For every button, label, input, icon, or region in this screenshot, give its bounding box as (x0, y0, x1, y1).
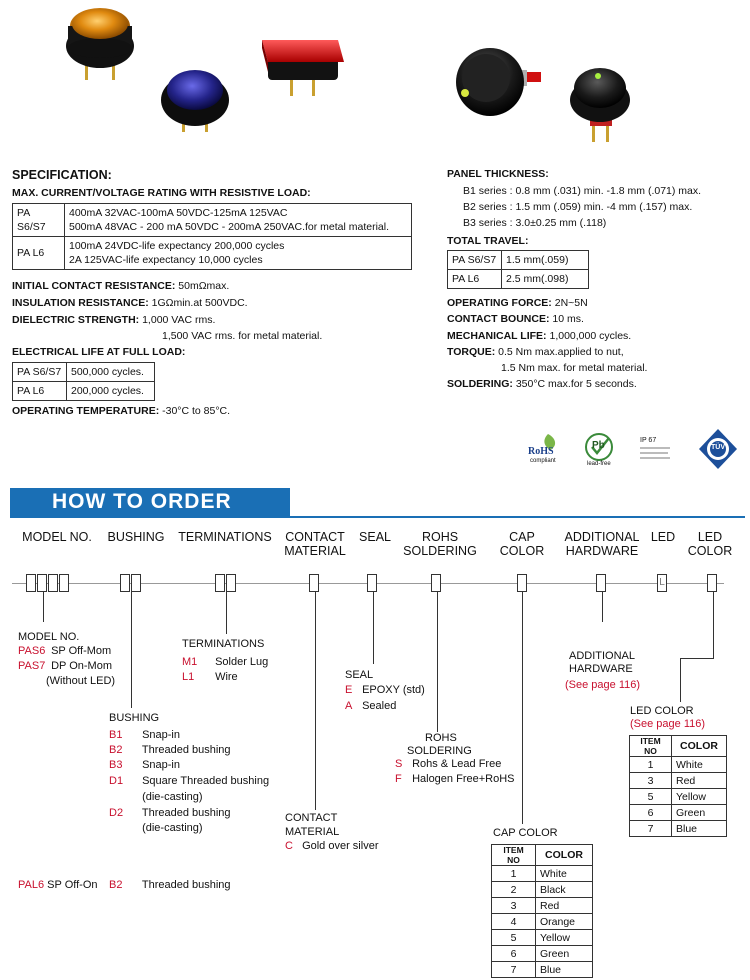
spec-label: OPERATING TEMPERATURE: (12, 405, 160, 417)
rohs-text: RoHS (528, 446, 554, 457)
table-cell: 7 (492, 962, 536, 978)
option-text: Threaded bushing (141, 879, 231, 891)
table-row (13, 237, 412, 270)
option-text: (die-casting) (142, 791, 203, 803)
connector-line (602, 592, 603, 622)
spec-value: 1.5 Nm max. for metal material. (501, 362, 648, 374)
option-row (345, 699, 396, 714)
table-row (630, 821, 727, 837)
contact-group-title: MATERIAL (285, 826, 340, 838)
option-row (109, 743, 231, 758)
code-box (48, 574, 58, 592)
table-cell: Blue (536, 962, 593, 978)
table-cell: 2 (492, 882, 536, 898)
table-row (630, 757, 727, 773)
connector-line (680, 658, 714, 659)
rating-line: 400mA 32VAC-100mA 50VDC-125mA 125VAC (69, 207, 288, 219)
option-text: SP Off-On (47, 879, 98, 891)
col-bushing: BUSHING (107, 530, 165, 544)
option-code: S (395, 758, 403, 770)
rating-line: 100mA 24VDC-life expectancy 200,000 cycles (69, 240, 285, 252)
table-header: COLOR (672, 736, 727, 757)
operating-temperature (12, 405, 230, 418)
spec-value: 1GΩmin.at 500VDC. (151, 297, 248, 309)
table-cell: Red (536, 898, 593, 914)
tuv-text: TÜV (711, 444, 725, 451)
spec-value: 0.5 Nm max.applied to nut, (498, 346, 624, 358)
col-seal: SEAL (359, 530, 391, 544)
connector-line (522, 592, 523, 824)
option-row (18, 644, 111, 659)
option-text: Threaded bushing (141, 744, 231, 756)
pal6-bushing-row (109, 878, 231, 893)
dielectric-strength (12, 314, 215, 327)
table-cell: Blue (672, 821, 727, 837)
option-row (182, 655, 268, 670)
spec-value: 1,000 VAC rms. (142, 314, 216, 326)
option-row (109, 790, 203, 805)
code-box (59, 574, 69, 592)
table-row (13, 382, 155, 401)
connector-line (43, 592, 44, 622)
option-row (18, 659, 112, 674)
table-row (492, 866, 593, 882)
table-row (492, 930, 593, 946)
option-code: B3 (109, 759, 123, 771)
table-cell: Green (672, 805, 727, 821)
soldering (447, 378, 637, 391)
option-row (109, 758, 180, 773)
total-travel-label: TOTAL TRAVEL: (447, 235, 529, 247)
cap-color-table (491, 844, 593, 978)
option-text: Snap-in (142, 729, 180, 741)
spec-value: 50mΩmax. (178, 280, 230, 292)
col-text: CAP (509, 530, 535, 544)
option-text: Sealed (362, 700, 397, 712)
code-box (431, 574, 441, 592)
table-cell: Black (536, 882, 593, 898)
option-row (109, 774, 269, 789)
insulation-resistance (12, 297, 248, 310)
bushing-group-title: BUSHING (109, 712, 160, 724)
table-cell: Yellow (672, 789, 727, 805)
table-row (448, 270, 589, 289)
table-cell: Red (672, 773, 727, 789)
table-row (492, 914, 593, 930)
table-cell: 1 (630, 757, 672, 773)
code-box (37, 574, 47, 592)
switch-photos-image (0, 0, 750, 160)
option-code: PAS7 (18, 660, 46, 672)
option-code: D1 (109, 775, 124, 787)
col-text: COLOR (687, 544, 733, 558)
col-text: SOLDERING (403, 544, 477, 558)
table-row (630, 805, 727, 821)
additional-hardware-title: ADDITIONAL (569, 650, 636, 662)
spec-label: SOLDERING: (447, 378, 513, 390)
col-text: LED (697, 530, 723, 544)
option-code: B2 (109, 744, 123, 756)
panel-thickness-line: B1 series : 0.8 mm (.031) min. -1.8 mm (.071) max. (463, 185, 702, 197)
additional-hardware-title: HARDWARE (569, 663, 633, 675)
table-cell: 5 (630, 789, 672, 805)
seal-group-title: SEAL (345, 669, 374, 681)
led-color-table (629, 735, 727, 837)
option-text: Rohs & Lead Free (412, 758, 502, 770)
electrical-life-table (12, 362, 155, 401)
code-box (120, 574, 130, 592)
max-rating-title: MAX. CURRENT/VOLTAGE RATING WITH RESISTIVE LOAD: (12, 187, 311, 199)
col-text: HARDWARE (565, 544, 639, 558)
col-additional-hardware (557, 530, 647, 558)
table-cell: PA S6/S7 (13, 363, 67, 382)
spec-label: TORQUE: (447, 346, 496, 358)
table-row (13, 363, 155, 382)
pb-text: Pb (592, 440, 605, 451)
contact-group-title: CONTACT (285, 812, 338, 824)
spec-value: 1,000,000 cycles. (549, 330, 632, 342)
col-terminations: TERMINATIONS (178, 530, 272, 544)
option-row (109, 821, 203, 836)
connector-line (437, 592, 438, 732)
table-cell: Yellow (536, 930, 593, 946)
table-cell: White (536, 866, 593, 882)
connector-line (713, 592, 714, 658)
option-code: A (345, 700, 353, 712)
connector-line (373, 592, 374, 664)
col-led: LED (650, 530, 676, 544)
option-code: PAS6 (18, 645, 46, 657)
panel-thickness-line: B3 series : 3.0±0.25 mm (.118) (463, 217, 607, 229)
option-code: D2 (109, 807, 124, 819)
table-cell: 6 (492, 946, 536, 962)
table-cell: 200,000 cycles. (67, 382, 155, 401)
col-contact-material (280, 530, 350, 558)
how-to-order-banner (10, 488, 290, 517)
torque (447, 346, 624, 359)
table-cell: 2.5 mm(.098) (502, 270, 589, 289)
pb-sub: lead-free (587, 461, 611, 467)
option-row (109, 806, 231, 821)
code-box (596, 574, 606, 592)
option-text: Snap-in (142, 759, 180, 771)
option-text: Halogen Free+RoHS (412, 773, 515, 785)
rating-model: PA S6/S7 (13, 204, 65, 237)
rohs-sub: compliant (530, 458, 556, 464)
table-cell: 6 (630, 805, 672, 821)
spec-value: 1,500 VAC rms. for metal material. (162, 330, 323, 342)
table-row (492, 962, 593, 978)
option-row (345, 683, 425, 698)
table-header: ITEM NO (492, 845, 536, 866)
spec-label: INSULATION RESISTANCE: (12, 297, 149, 309)
table-cell: 1.5 mm(.059) (502, 251, 589, 270)
col-text: COLOR (499, 544, 545, 558)
led-code-box: L (657, 574, 667, 592)
connector-line (680, 658, 681, 702)
code-box (26, 574, 36, 592)
table-row (492, 898, 593, 914)
table-cell: 3 (492, 898, 536, 914)
ip67-logo (640, 437, 680, 465)
option-text: DP On-Mom (51, 660, 112, 672)
option-text: SP Off-Mom (51, 645, 112, 657)
spec-label: INITIAL CONTACT RESISTANCE: (12, 280, 176, 292)
option-code: E (345, 684, 353, 696)
option-code: C (285, 840, 293, 852)
option-row (182, 670, 238, 685)
tuv-logo (698, 428, 738, 470)
col-text: MATERIAL (284, 544, 346, 558)
ip67-fineprint-icon (640, 445, 674, 463)
table-cell: 5 (492, 930, 536, 946)
table-header-row (630, 736, 727, 757)
option-text: (die-casting) (142, 822, 203, 834)
spec-label: MECHANICAL LIFE: (447, 330, 547, 342)
col-text: ADDITIONAL (564, 530, 640, 544)
electrical-life-label: ELECTRICAL LIFE AT FULL LOAD: (12, 346, 186, 358)
table-header: ITEM NO (630, 736, 672, 757)
connector-line (226, 592, 227, 634)
spec-value: 2N~5N (554, 297, 588, 309)
spec-value: 10 ms. (552, 313, 584, 325)
table-row (448, 251, 589, 270)
rating-line: 500mA 48VAC - 200 mA 50VDC - 200mA 250VAC.for metal material. (69, 221, 390, 233)
option-code: PAL6 (18, 879, 45, 891)
pal6-row (18, 878, 98, 893)
option-text: Solder Lug (215, 656, 269, 668)
code-box (517, 574, 527, 592)
col-text: CONTACT (285, 530, 345, 544)
connector-line (315, 592, 316, 810)
option-code: L1 (182, 671, 195, 683)
table-row (630, 789, 727, 805)
cap-color-title: CAP COLOR (493, 827, 558, 839)
contact-resistance (12, 280, 229, 293)
mechanical-life (447, 330, 631, 343)
option-code: F (395, 773, 402, 785)
terminations-group-title: TERMINATIONS (182, 638, 265, 650)
how-to-order-title: HOW TO ORDER (52, 490, 232, 513)
option-note: (Without LED) (46, 675, 116, 687)
code-box (707, 574, 717, 592)
rating-model: PA L6 (13, 237, 65, 270)
rating-values (65, 237, 412, 270)
table-cell: 3 (630, 773, 672, 789)
code-box (131, 574, 141, 592)
col-rohs-soldering (398, 530, 482, 558)
option-text: Threaded bushing (141, 807, 231, 819)
option-code: M1 (182, 656, 198, 668)
spec-label: CONTACT BOUNCE: (447, 313, 550, 325)
table-cell: 500,000 cycles. (67, 363, 155, 382)
spec-value: 350°C max.for 5 seconds. (515, 378, 637, 390)
table-cell: Orange (536, 914, 593, 930)
code-box (367, 574, 377, 592)
led-color-title: LED COLOR (630, 705, 694, 717)
option-code: B1 (109, 729, 123, 741)
total-travel-table (447, 250, 589, 289)
table-cell: Green (536, 946, 593, 962)
table-row (492, 946, 593, 962)
banner-rule (10, 516, 745, 518)
col-text: ROHS (421, 530, 459, 544)
ip67-text: IP 67 (640, 437, 657, 444)
code-box (309, 574, 319, 592)
col-cap-color (492, 530, 552, 558)
option-text: Wire (215, 671, 238, 683)
table-cell: PA L6 (448, 270, 502, 289)
table-cell: White (672, 757, 727, 773)
rohs-logo (528, 432, 568, 466)
spec-label: OPERATING FORCE: (447, 297, 552, 309)
table-row (492, 882, 593, 898)
panel-thickness-line: B2 series : 1.5 mm (.059) min. -4 mm (.157) max. (463, 201, 693, 213)
led-color-note: (See page 116) (630, 718, 706, 730)
col-led-color (682, 530, 738, 558)
table-cell: 7 (630, 821, 672, 837)
code-box (215, 574, 225, 592)
option-row (395, 757, 501, 772)
table-header-row (492, 845, 593, 866)
col-model-no: MODEL NO. (22, 530, 92, 544)
rating-line: 2A 125VAC-life expectancy 10,000 cycles (69, 254, 263, 266)
rating-values (65, 204, 412, 237)
table-cell: 1 (492, 866, 536, 882)
rohs-group-title: SOLDERING (407, 745, 472, 757)
option-row (285, 839, 378, 854)
option-code: B2 (109, 879, 123, 891)
rohs-group-title: ROHS (425, 732, 457, 744)
spec-label: DIELECTRIC STRENGTH: (12, 314, 140, 326)
spec-value: -30°C to 85°C. (162, 405, 231, 417)
table-row (630, 773, 727, 789)
table-row (13, 204, 412, 237)
option-row (109, 728, 180, 743)
model-group-title: MODEL NO. (18, 631, 80, 643)
operating-force (447, 297, 588, 310)
option-text: EPOXY (std) (362, 684, 425, 696)
contact-bounce (447, 313, 584, 326)
connector-line (131, 592, 132, 708)
panel-thickness-label: PANEL THICKNESS: (447, 168, 549, 180)
table-header: COLOR (536, 845, 593, 866)
rating-table (12, 203, 412, 270)
table-cell: PA L6 (13, 382, 67, 401)
spec-title: SPECIFICATION: (12, 168, 112, 182)
option-text: Square Threaded bushing (142, 775, 270, 787)
table-cell: PA S6/S7 (448, 251, 502, 270)
option-row (395, 772, 514, 787)
additional-hardware-note: (See page 116) (565, 679, 641, 691)
table-cell: 4 (492, 914, 536, 930)
option-text: Gold over silver (302, 840, 379, 852)
pb-free-logo (583, 432, 617, 468)
code-box (226, 574, 236, 592)
